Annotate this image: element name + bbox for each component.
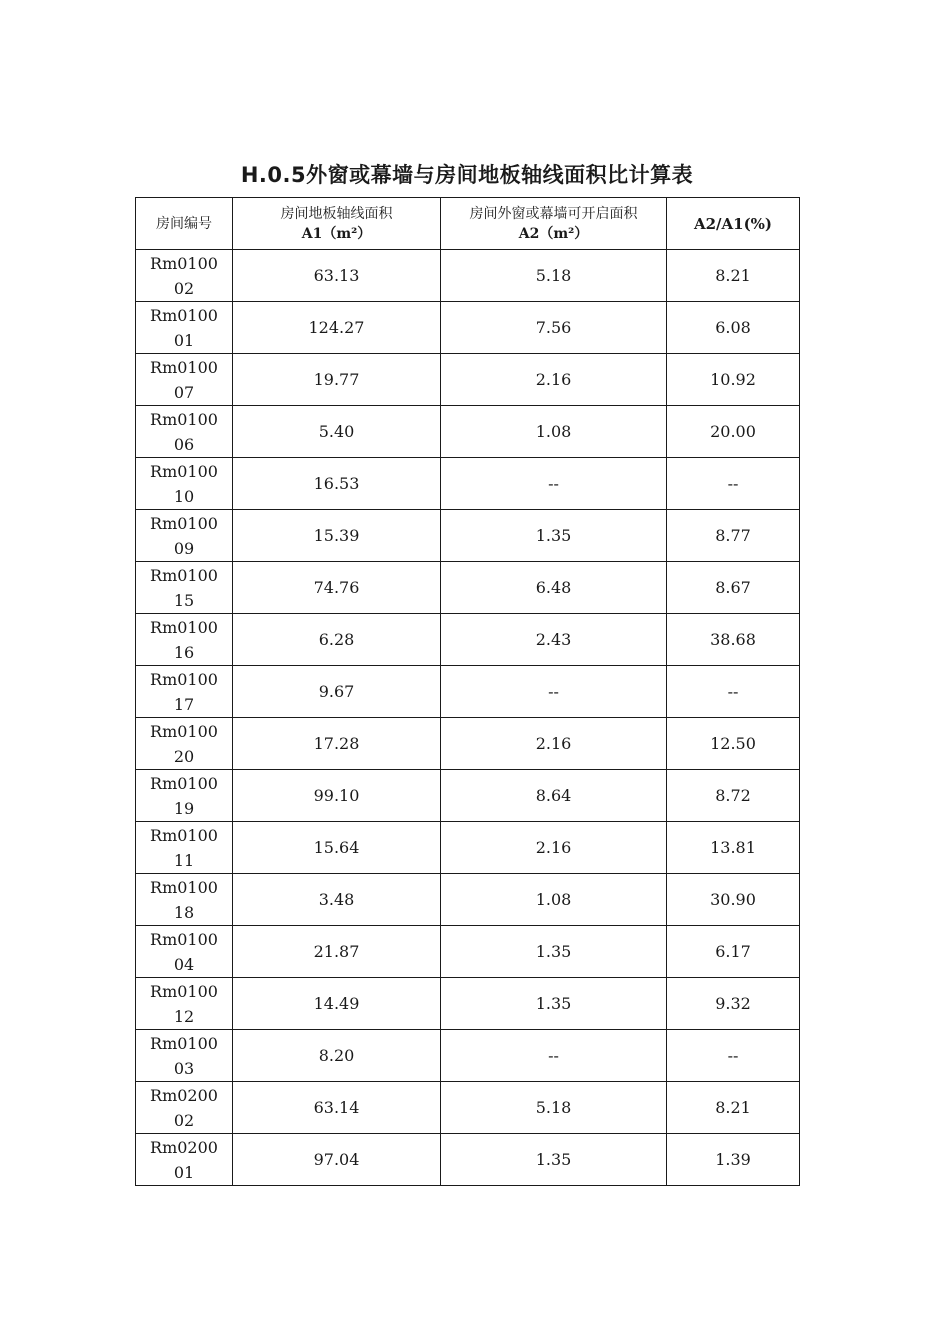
room-id-part-2: 16 xyxy=(173,642,195,662)
room-id-part-1: Rm0100 xyxy=(150,409,218,429)
room-id-part-1: Rm0100 xyxy=(150,357,218,377)
room-id-cell xyxy=(136,926,233,978)
table-header-row xyxy=(136,198,800,250)
room-id-part-2: 01 xyxy=(173,330,195,350)
room-id-part-2: 17 xyxy=(173,694,195,714)
room-id-cell xyxy=(136,978,233,1030)
a2-cell: 5.18 xyxy=(441,250,667,302)
room-id-part-2: 19 xyxy=(173,798,195,818)
a1-cell: 97.04 xyxy=(233,1134,441,1186)
table-row xyxy=(136,770,800,822)
a2-cell: 1.35 xyxy=(441,978,667,1030)
ratio-cell: 20.00 xyxy=(667,406,800,458)
room-id-part-2: 11 xyxy=(173,850,195,870)
header-a1-label: 房间地板轴线面积 xyxy=(280,205,393,222)
area-ratio-table xyxy=(135,197,800,1186)
room-id-part-2: 02 xyxy=(173,278,195,298)
room-id-part-1: Rm0200 xyxy=(150,1137,218,1157)
ratio-cell: -- xyxy=(667,458,800,510)
room-id-part-1: Rm0100 xyxy=(150,669,218,689)
room-id-cell xyxy=(136,510,233,562)
room-id-cell xyxy=(136,718,233,770)
header-room-id: 房间编号 xyxy=(136,198,233,250)
room-id-part-1: Rm0100 xyxy=(150,721,218,741)
room-id-part-1: Rm0100 xyxy=(150,305,218,325)
table-row xyxy=(136,562,800,614)
table-row xyxy=(136,302,800,354)
header-a1 xyxy=(233,198,441,250)
a2-cell: 2.16 xyxy=(441,822,667,874)
a1-cell: 21.87 xyxy=(233,926,441,978)
header-a2-label: 房间外窗或幕墙可开启面积 xyxy=(469,205,638,222)
table-row xyxy=(136,926,800,978)
room-id-cell xyxy=(136,874,233,926)
a2-cell: 1.35 xyxy=(441,926,667,978)
a2-cell: 1.35 xyxy=(441,1134,667,1186)
room-id-part-1: Rm0100 xyxy=(150,617,218,637)
table-row xyxy=(136,822,800,874)
room-id-part-2: 20 xyxy=(173,746,195,766)
a1-cell: 5.40 xyxy=(233,406,441,458)
ratio-cell: 8.72 xyxy=(667,770,800,822)
header-a1-unit: A1（m²） xyxy=(301,225,372,242)
room-id-cell xyxy=(136,458,233,510)
table-row xyxy=(136,666,800,718)
a1-cell: 8.20 xyxy=(233,1030,441,1082)
table-row xyxy=(136,354,800,406)
a2-cell: -- xyxy=(441,666,667,718)
room-id-cell xyxy=(136,770,233,822)
room-id-cell xyxy=(136,250,233,302)
room-id-part-2: 12 xyxy=(173,1006,195,1026)
room-id-part-1: Rm0100 xyxy=(150,877,218,897)
room-id-part-2: 15 xyxy=(173,590,195,610)
a2-cell: 6.48 xyxy=(441,562,667,614)
room-id-part-2: 06 xyxy=(173,434,195,454)
room-id-part-2: 09 xyxy=(173,538,195,558)
table-body xyxy=(136,250,800,1186)
a1-cell: 16.53 xyxy=(233,458,441,510)
a1-cell: 15.64 xyxy=(233,822,441,874)
room-id-part-2: 03 xyxy=(173,1058,195,1078)
a2-cell: 5.18 xyxy=(441,1082,667,1134)
ratio-cell: 38.68 xyxy=(667,614,800,666)
room-id-part-2: 04 xyxy=(173,954,195,974)
ratio-cell: 8.77 xyxy=(667,510,800,562)
room-id-part-2: 01 xyxy=(173,1162,195,1182)
a2-cell: 8.64 xyxy=(441,770,667,822)
a1-cell: 63.13 xyxy=(233,250,441,302)
table-row xyxy=(136,510,800,562)
room-id-cell xyxy=(136,302,233,354)
a1-cell: 9.67 xyxy=(233,666,441,718)
ratio-cell: 30.90 xyxy=(667,874,800,926)
a2-cell: -- xyxy=(441,458,667,510)
ratio-cell: 6.17 xyxy=(667,926,800,978)
room-id-cell xyxy=(136,354,233,406)
ratio-cell: 13.81 xyxy=(667,822,800,874)
ratio-cell: 8.21 xyxy=(667,1082,800,1134)
a2-cell: 7.56 xyxy=(441,302,667,354)
room-id-cell xyxy=(136,406,233,458)
table-row xyxy=(136,978,800,1030)
room-id-part-1: Rm0100 xyxy=(150,825,218,845)
a1-cell: 74.76 xyxy=(233,562,441,614)
table-row xyxy=(136,250,800,302)
header-a2-unit: A2（m²） xyxy=(518,225,589,242)
room-id-part-2: 07 xyxy=(173,382,195,402)
a1-cell: 19.77 xyxy=(233,354,441,406)
table-row xyxy=(136,1082,800,1134)
a2-cell: 2.16 xyxy=(441,354,667,406)
room-id-cell xyxy=(136,666,233,718)
ratio-cell: -- xyxy=(667,666,800,718)
a1-cell: 15.39 xyxy=(233,510,441,562)
room-id-cell xyxy=(136,1030,233,1082)
room-id-part-2: 18 xyxy=(173,902,195,922)
room-id-cell xyxy=(136,1134,233,1186)
room-id-part-1: Rm0100 xyxy=(150,1033,218,1053)
a1-cell: 14.49 xyxy=(233,978,441,1030)
room-id-cell xyxy=(136,822,233,874)
room-id-part-1: Rm0100 xyxy=(150,461,218,481)
table-row xyxy=(136,874,800,926)
table-row xyxy=(136,1134,800,1186)
ratio-cell: 6.08 xyxy=(667,302,800,354)
room-id-part-1: Rm0200 xyxy=(150,1085,218,1105)
a2-cell: 1.08 xyxy=(441,406,667,458)
a1-cell: 99.10 xyxy=(233,770,441,822)
a2-cell: 1.08 xyxy=(441,874,667,926)
room-id-part-2: 10 xyxy=(173,486,195,506)
room-id-cell xyxy=(136,614,233,666)
page-title: H.0.5外窗或幕墙与房间地板轴线面积比计算表 xyxy=(240,163,694,187)
ratio-cell: 8.21 xyxy=(667,250,800,302)
room-id-cell xyxy=(136,562,233,614)
ratio-cell: 10.92 xyxy=(667,354,800,406)
ratio-cell: -- xyxy=(667,1030,800,1082)
a2-cell: -- xyxy=(441,1030,667,1082)
a2-cell: 1.35 xyxy=(441,510,667,562)
a2-cell: 2.43 xyxy=(441,614,667,666)
a1-cell: 17.28 xyxy=(233,718,441,770)
table-row xyxy=(136,614,800,666)
a2-cell: 2.16 xyxy=(441,718,667,770)
table-row xyxy=(136,458,800,510)
table-row xyxy=(136,406,800,458)
room-id-part-1: Rm0100 xyxy=(150,929,218,949)
room-id-part-1: Rm0100 xyxy=(150,981,218,1001)
table-row xyxy=(136,1030,800,1082)
a1-cell: 63.14 xyxy=(233,1082,441,1134)
room-id-part-1: Rm0100 xyxy=(150,565,218,585)
ratio-cell: 12.50 xyxy=(667,718,800,770)
room-id-part-1: Rm0100 xyxy=(150,513,218,533)
header-a2 xyxy=(441,198,667,250)
room-id-cell xyxy=(136,1082,233,1134)
table-row xyxy=(136,718,800,770)
a1-cell: 6.28 xyxy=(233,614,441,666)
a1-cell: 124.27 xyxy=(233,302,441,354)
room-id-part-1: Rm0100 xyxy=(150,773,218,793)
ratio-cell: 1.39 xyxy=(667,1134,800,1186)
room-id-part-1: Rm0100 xyxy=(150,253,218,273)
ratio-cell: 9.32 xyxy=(667,978,800,1030)
a1-cell: 3.48 xyxy=(233,874,441,926)
ratio-cell: 8.67 xyxy=(667,562,800,614)
room-id-part-2: 02 xyxy=(173,1110,195,1130)
header-ratio: A2/A1(%) xyxy=(667,198,800,250)
